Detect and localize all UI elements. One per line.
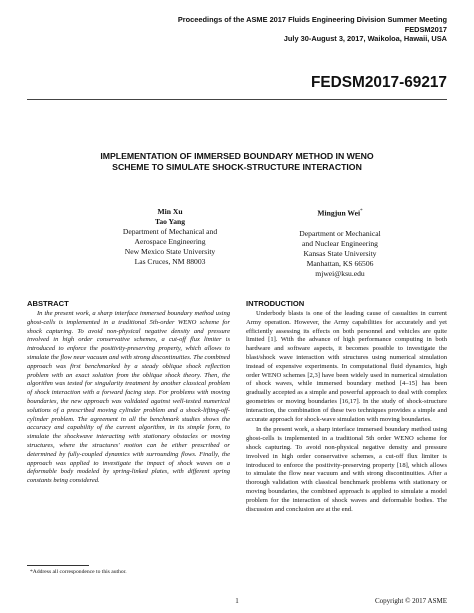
conference-code: FEDSM2017 (404, 24, 447, 34)
footnote: *Address all correspondence to this author. (30, 569, 127, 575)
conference-dates-location: July 30-August 3, 2017, Waikoloa, Hawaii, USA (283, 34, 447, 44)
introduction-paragraph: In the present work, a sharp interface immersed boundary method using ghost-cells is implemented in a traditional 5th order WENO scheme for shock capturing. To avoid non-physical negative density and pressure involved in high order conservative schemes, a cut-off flux limiter is introduced to enforce the positivity-preserving property [18], which allows to simulate the flow near vacuum and with strong discontinuities. After a thorough validation with classical benchmark problems with stationary or moving boundaries, the combined approach is applied to simulate a model problem for the interaction of shock waves and deformable bodies. The discussion and conclusion are at the end. (246, 426, 447, 513)
affiliation-line: New Mexico State University (124, 247, 216, 256)
affiliation-line: and Nuclear Engineering (302, 238, 378, 248)
title-line-1: IMPLEMENTATION OF IMMERSED BOUNDARY METHOD IN WENO (100, 151, 374, 161)
page-number: 1 (235, 597, 239, 605)
affiliation-line: Department of Mechanical and (122, 227, 218, 236)
correspondence-mark: * (360, 209, 363, 214)
introduction-body (246, 310, 447, 514)
introduction-paragraph: Underbody blasts is one of the leading cause of casualties in current Army operation. However, the Army capabilities for accurately and yet efficiently assessing its effects on both personnel and vehicles are quite limited [1]. With the advance of high performance computing in both hardware and software aspects, it becomes possible to investigate the blast/shock wave interaction with structures using numerical simulation instead of expensive experiments. In computational fluid dynamics, high order WENO schemes [2,3] have been widely used in numerical simulation of shock waves, while immersed boundary method [4–15] has been gradually accepted as a simple and powerful approach to deal with complex geometries or moving boundaries [16,17]. In the study of shock-structure interaction, the combination of these two techniques provides a simple and accurate approach for shock-wave simulation with moving boundaries. (246, 310, 447, 423)
affiliation-line: Aerospace Engineering (134, 237, 206, 246)
author-name: Min Xu (157, 207, 183, 216)
author-name: Tao Yang (154, 217, 186, 226)
paper-id: FEDSM2017-69217 (310, 74, 447, 91)
proceedings-header (178, 15, 447, 44)
affiliation-line: Kansas State University (303, 248, 377, 258)
author-block-right (265, 207, 415, 279)
author-email: mjwei@ksu.edu (315, 268, 365, 278)
author-block-left (95, 207, 245, 267)
copyright-notice: Copyright © 2017 ASME (374, 597, 447, 605)
affiliation-line: Manhattan, KS 66506 (306, 258, 374, 268)
title-line-2: SCHEME TO SIMULATE SHOCK-STRUCTURE INTERACTION (112, 162, 362, 172)
author-name-line (265, 207, 415, 219)
author-name: Mingjun Wei (317, 208, 361, 218)
paper-title (40, 151, 434, 173)
affiliation-line: Department or Mechanical (299, 228, 381, 238)
affiliation-line: Las Cruces, NM 88003 (134, 257, 206, 266)
abstract-text: In the present work, a sharp interface immersed boundary method using ghost-cells is implemented in a traditional 5th-order WENO scheme for shock capturing. To avoid non-physical negative density and pressure involved in high order conservative schemes, a cut-off flux limiter is introduced to enforce the positivity-preserving property, which allows to simulate the flow near vacuum and with strong discontinuities. The combined approach was first benchmarked by a steady oblique shock reflection problem with an exact solution from the oblique shock theory. Then, the algorithm was tested for singularity treatment by another classical problem of shock interaction with a forward facing step. For problems with moving boundaries, the new approach was validated against well-tested numerical solutions of a prescribed moving cylinder problem and a shock-lifting-off-cylinder problem. The agreement in all the benchmark studies shows the accuracy and capability of the current algorithm, in its simple form, to simulate the shockwave interacting with stationary obstacles or moving structures, where the structures' motion can be either prescribed or determined by fully-coupled dynamics with surrounding flows. Finally, the approach was applied to investigate the impact of shock waves on a deformable body modeled by spring-linked plates, with different spring constants being considered. (27, 310, 230, 485)
proceedings-line: Proceedings of the ASME 2017 Fluids Engineering Division Summer Meeting (177, 15, 447, 24)
header-divider (27, 99, 447, 100)
abstract-heading: ABSTRACT (27, 299, 69, 308)
introduction-heading: INTRODUCTION (246, 299, 305, 308)
footnote-divider (27, 565, 89, 566)
